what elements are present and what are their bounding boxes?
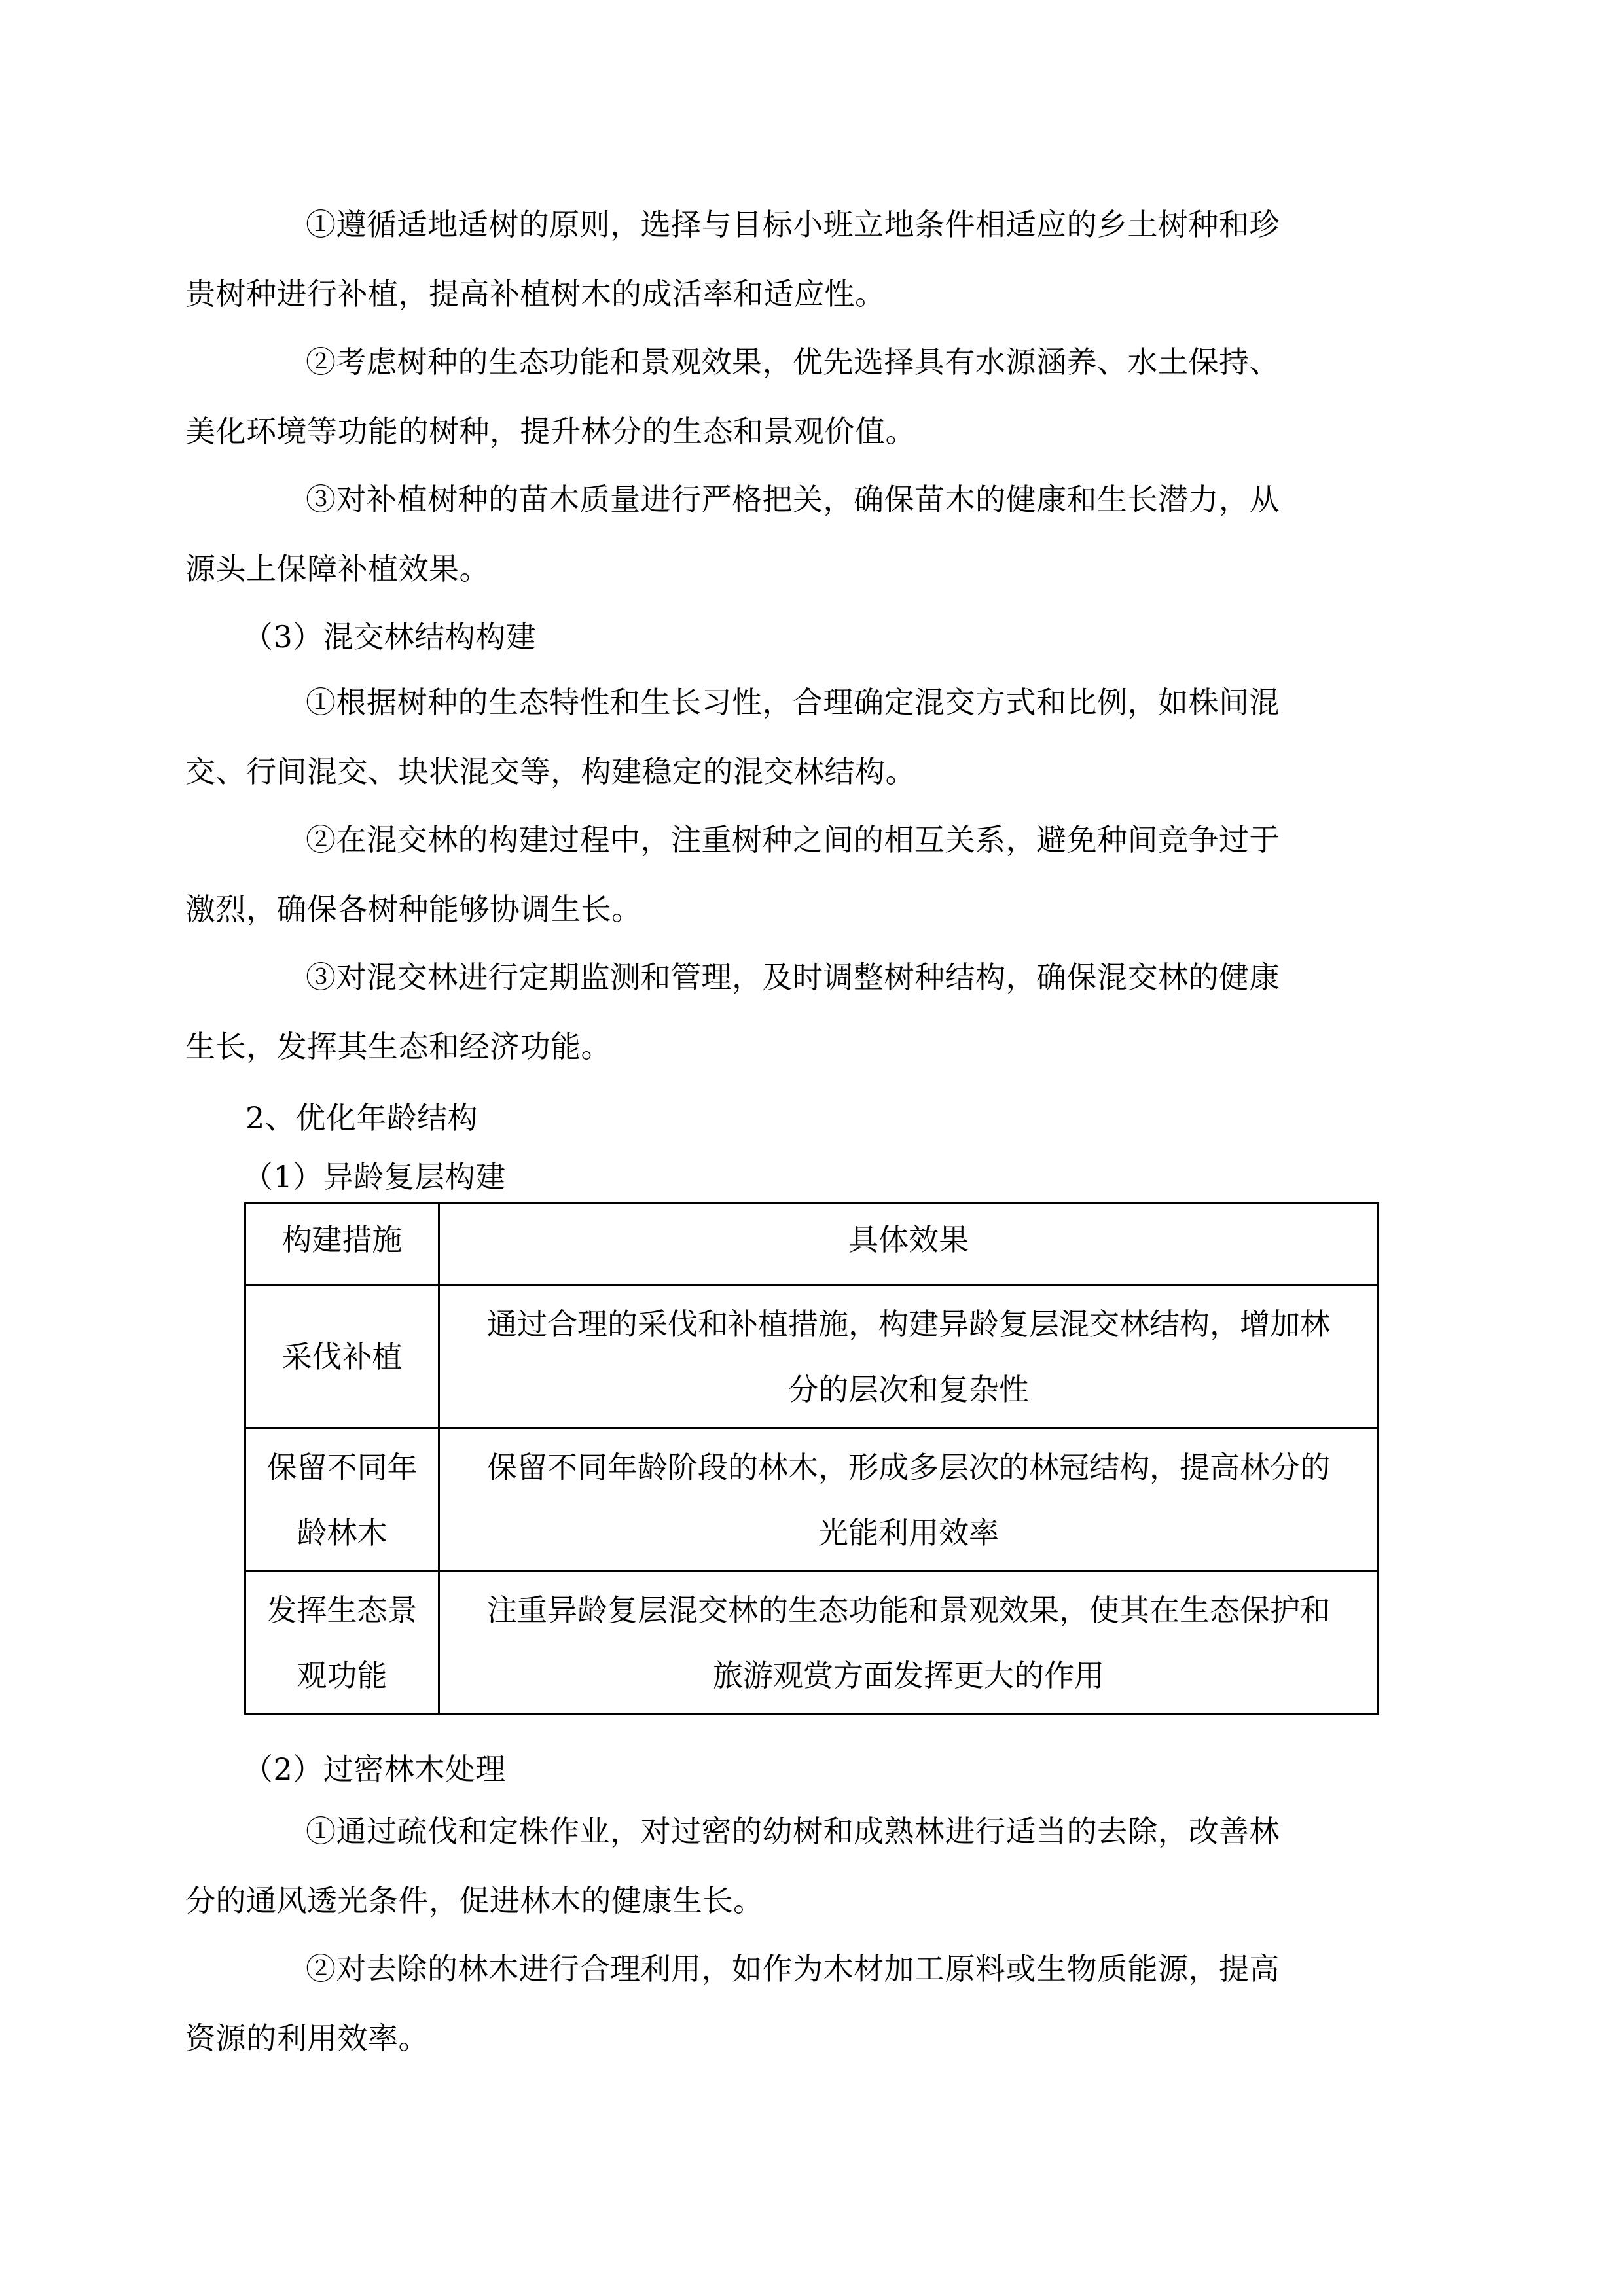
table-row [245, 1571, 1379, 1714]
cell-effect: 保留不同年龄阶段的林木，形成多层次的林冠结构，提高林分的 光能利用效率 [439, 1429, 1379, 1571]
heading-optimize-age-structure: 2、优化年龄结构 [245, 1100, 478, 1136]
paragraph-ecological-function: ②考虑树种的生态功能和景观效果，优先选择具有水源涵养、水土保持、 美化环境等功能的树种，提升林分的生态和景观价值。 [185, 344, 1280, 449]
table-header-row [245, 1204, 1379, 1285]
cell-effect: 通过合理的采伐和补植措施，构建异龄复层混交林结构，增加林 分的层次和复杂性 [439, 1285, 1379, 1429]
uneven-aged-measures-table [244, 1202, 1379, 1715]
paragraph-seedling-quality: ③对补植树种的苗木质量进行严格把关，确保苗木的健康和生长潜力，从 源头上保障补植效果。 [185, 482, 1280, 586]
heading-dense-forest: （2）过密林木处理 [243, 1751, 506, 1787]
paragraph-utilization: ②对去除的林木进行合理利用，如作为木材加工原料或生物质能源，提高 资源的利用效率。 [185, 1951, 1280, 2056]
table-row [245, 1285, 1379, 1429]
paragraph-monitoring: ③对混交林进行定期监测和管理，及时调整树种结构，确保混交林的健康 生长，发挥其生态和经济功能。 [185, 960, 1280, 1064]
cell-measure: 发挥生态景 观功能 [245, 1571, 439, 1714]
header-measure: 构建措施 [245, 1204, 439, 1285]
header-effect: 具体效果 [439, 1204, 1379, 1285]
heading-uneven-aged: （1）异龄复层构建 [243, 1159, 506, 1194]
paragraph-native-species: ①遵循适地适树的原则，选择与目标小班立地条件相适应的乡土树种和珍 贵树种进行补植，提高补植树木的成活率和适应性。 [185, 207, 1280, 312]
cell-measure: 保留不同年 龄林木 [245, 1429, 439, 1571]
paragraph-mixing-method: ①根据树种的生态特性和生长习性，合理确定混交方式和比例，如株间混 交、行间混交、块状混交等，构建稳定的混交林结构。 [185, 685, 1280, 789]
paragraph-species-relations: ②在混交林的构建过程中，注重树种之间的相互关系，避免种间竞争过于 激烈，确保各树种能够协调生长。 [185, 822, 1280, 927]
cell-effect: 注重异龄复层混交林的生态功能和景观效果，使其在生态保护和 旅游观赏方面发挥更大的作用 [439, 1571, 1379, 1714]
paragraph-thinning: ①通过疏伐和定株作业，对过密的幼树和成熟林进行适当的去除，改善林 分的通风透光条件，促进林木的健康生长。 [185, 1814, 1280, 1918]
cell-measure: 采伐补植 [245, 1285, 439, 1429]
heading-mixed-forest: （3）混交林结构构建 [243, 619, 537, 655]
table-row [245, 1429, 1379, 1571]
